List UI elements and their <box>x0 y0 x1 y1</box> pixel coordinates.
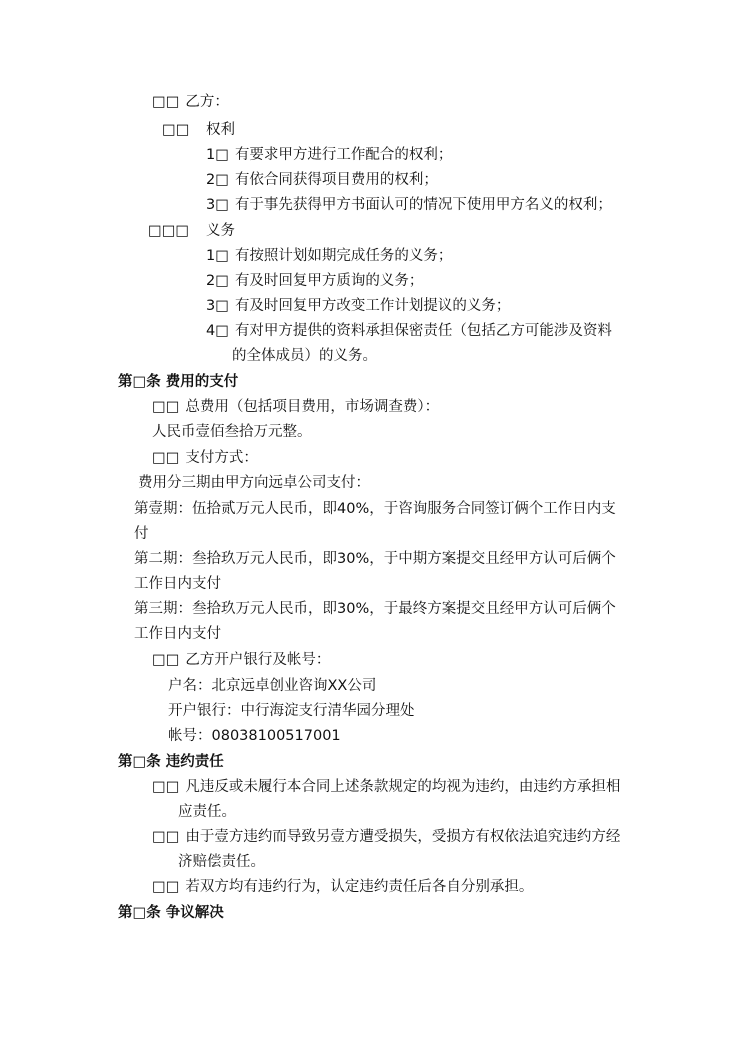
clause-marker: □□ <box>152 399 180 415</box>
payment-phase-1-cont: 付 <box>134 526 149 542</box>
payment-method-desc: 费用分三期由甲方向远卓公司支付： <box>138 475 370 491</box>
payment-phase-2-cont: 工作日内支付 <box>134 576 221 592</box>
clause-marker: □□ <box>152 94 180 110</box>
item-number: 1□ <box>206 147 229 163</box>
clause-marker: □□ <box>152 779 180 795</box>
item-text: 有于事先获得甲方书面认可的情况下使用甲方名义的权利； <box>234 197 612 213</box>
item-text: 有及时回复甲方改变工作计划提议的义务； <box>234 298 511 314</box>
breach-clause-2-cont: 济赔偿责任。 <box>178 854 265 870</box>
bank-name: 开户银行：中行海淀支行清华园分理处 <box>168 703 415 719</box>
item-text: 有要求甲方进行工作配合的权利； <box>234 147 453 163</box>
item-number: 3□ <box>206 197 229 213</box>
duties-item-1 <box>206 246 452 266</box>
item-text: 有依合同获得项目费用的权利； <box>234 172 438 188</box>
clause-marker: □□ <box>152 829 180 845</box>
duties-item-3 <box>206 296 510 316</box>
payment-method-label <box>152 448 258 468</box>
clause-text: 支付方式： <box>185 450 258 466</box>
duties-item-2 <box>206 271 423 291</box>
party-b-heading <box>152 92 229 112</box>
duties-item-4-cont: 的全体成员）的义务。 <box>232 348 377 364</box>
payment-phase-2: 第二期：叁拾玖万元人民币，即30%，于中期方案提交且经甲方认可后俩个 <box>134 551 616 567</box>
duties-title: 义务 <box>206 223 235 239</box>
account-number: 帐号：08038100517001 <box>168 728 341 744</box>
item-number: 3□ <box>206 298 229 314</box>
clause-text: 乙方： <box>185 94 229 110</box>
clause-text: 由于壹方违约而导致另壹方遭受损失，受损方有权依法追究违约方经 <box>185 829 621 845</box>
item-text: 有及时回复甲方质询的义务； <box>234 273 424 289</box>
payment-phase-3-cont: 工作日内支付 <box>134 626 221 642</box>
rights-item-2 <box>206 170 438 190</box>
clause-marker: □□ <box>152 652 180 668</box>
clause-marker: □□ <box>152 879 180 895</box>
item-number: 2□ <box>206 172 229 188</box>
rights-marker: □□ <box>162 122 190 138</box>
clause-text: 凡违反或未履行本合同上述条款规定的均视为违约，由违约方承担相 <box>185 779 621 795</box>
payment-heading: 第□条 费用的支付 <box>118 374 239 390</box>
payment-total-value: 人民币壹佰叁拾万元整。 <box>152 424 312 440</box>
clause-text: 总费用（包括项目费用，市场调查费）： <box>185 399 440 415</box>
clause-text: 若双方均有违约行为，认定违约责任后各自分别承担。 <box>185 879 534 895</box>
item-text: 有对甲方提供的资料承担保密责任（包括乙方可能涉及资料 <box>234 323 612 339</box>
payment-phase-3: 第三期：叁拾玖万元人民币，即30%，于最终方案提交且经甲方认可后俩个 <box>134 601 616 617</box>
breach-clause-3 <box>152 877 533 897</box>
payment-phase-1: 第壹期：伍拾贰万元人民币，即40%，于咨询服务合同签订俩个工作日内支 <box>134 501 616 517</box>
clause-text: 乙方开户银行及帐号： <box>185 652 331 668</box>
bank-info-label <box>152 650 330 670</box>
item-number: 4□ <box>206 323 229 339</box>
rights-item-3 <box>206 195 612 215</box>
clause-marker: □□ <box>152 450 180 466</box>
duties-marker: □□□ <box>148 223 190 239</box>
duties-item-4 <box>206 321 612 341</box>
account-name: 户名：北京远卓创业咨询XX公司 <box>168 678 377 694</box>
dispute-heading: 第□条 争议解决 <box>118 905 224 921</box>
item-number: 1□ <box>206 248 229 264</box>
breach-clause-2 <box>152 827 620 847</box>
rights-title: 权利 <box>206 122 235 138</box>
payment-total-label <box>152 397 439 417</box>
breach-clause-1-cont: 应责任。 <box>178 804 236 820</box>
breach-heading: 第□条 违约责任 <box>118 754 224 770</box>
item-text: 有按照计划如期完成任务的义务； <box>234 248 453 264</box>
rights-item-1 <box>206 145 452 165</box>
breach-clause-1 <box>152 777 620 797</box>
item-number: 2□ <box>206 273 229 289</box>
